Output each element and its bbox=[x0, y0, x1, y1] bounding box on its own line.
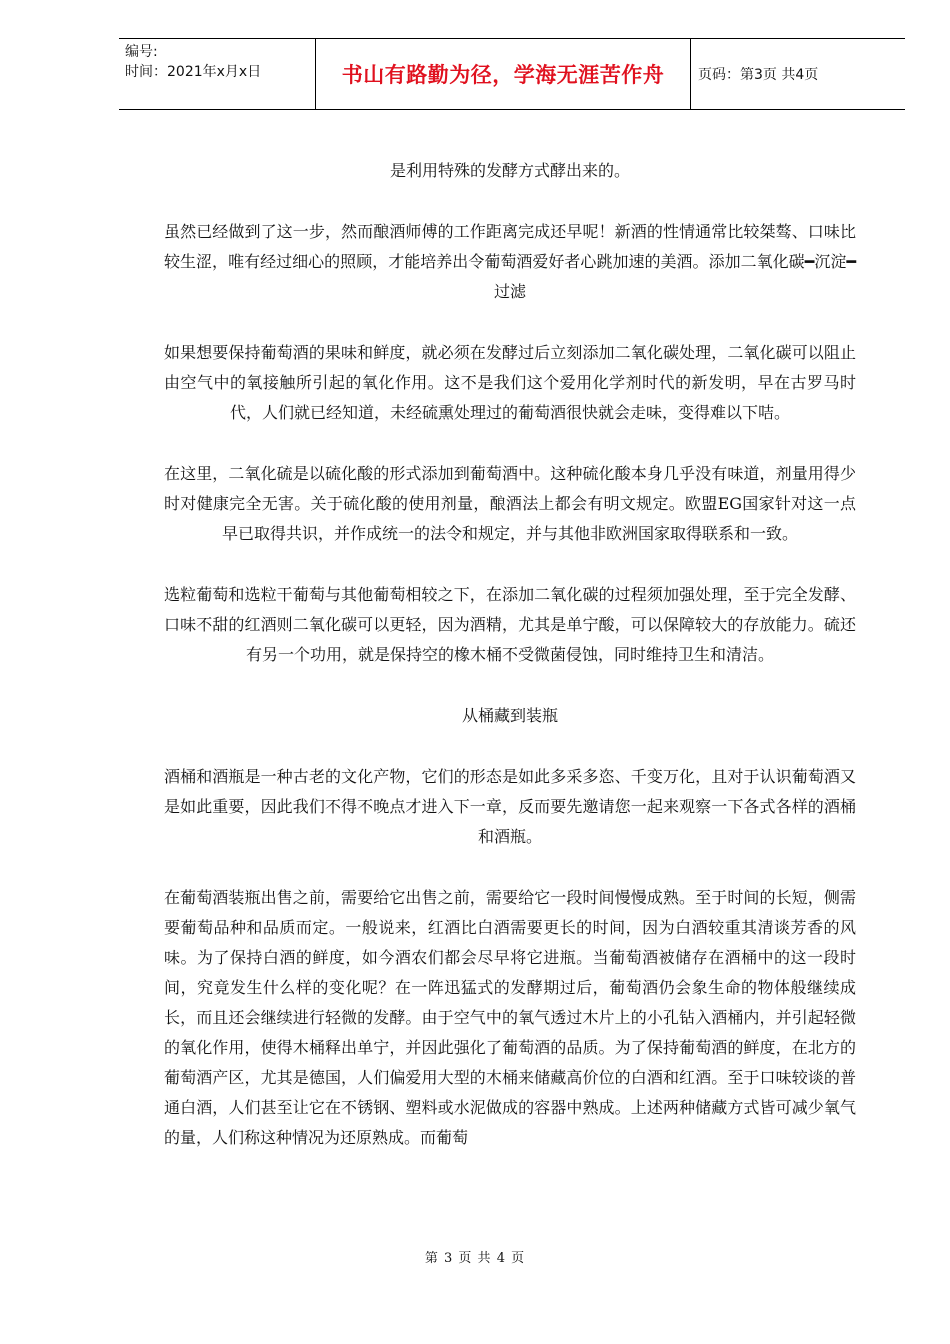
header-info-cell bbox=[119, 39, 315, 109]
header-motto-cell bbox=[315, 39, 691, 109]
paragraph: 酒桶和酒瓶是一种古老的文化产物，它们的形态是如此多采多恣、千变万化，且对于认识葡萄酒又是如此重要，因此我们不得不晚点才进入下一章，反而要先邀请您一起来观察一下各式各样的酒桶和酒瓶。 bbox=[164, 767, 856, 846]
document-number-label: 编号: bbox=[125, 44, 158, 60]
page-footer bbox=[0, 1247, 950, 1266]
header-page-cell bbox=[690, 39, 913, 109]
header-page-label: 页码：第3页 共4页 bbox=[698, 67, 819, 83]
document-body bbox=[164, 156, 856, 1184]
paragraph: 选粒葡萄和选粒干葡萄与其他葡萄相较之下，在添加二氧化碳的过程须加强处理，至于完全发酵、口味不甜的红酒则二氧化碳可以更轻，因为酒精，尤其是单宁酸，可以保障较大的存放能力。硫还有另一个功用，就是保持空的橡木桶不受微菌侵蚀，同时维持卫生和清洁。 bbox=[164, 585, 856, 664]
header-motto: 书山有路勤为径，学海无涯苦作舟 bbox=[341, 63, 665, 87]
paragraph: 虽然已经做到了这一步，然而酿酒师傅的工作距离完成还早呢！新酒的性情通常比较桀骜、口味比较生涩，唯有经过细心的照顾，才能培养出令葡萄酒爱好者心跳加速的美酒。添加二氧化碳━沉淀━过滤 bbox=[164, 222, 856, 301]
page-header bbox=[119, 38, 905, 110]
footer-page-number: 第 3 页 共 4 页 bbox=[424, 1251, 526, 1266]
paragraph: 在这里，二氧化硫是以硫化酸的形式添加到葡萄酒中。这种硫化酸本身几乎没有味道，剂量用得少时对健康完全无害。关于硫化酸的使用剂量，酿酒法上都会有明文规定。欧盟EG国家针对这一点早已取得共识，并作成统一的法令和规定，并与其他非欧洲国家取得联系和一致。 bbox=[164, 464, 856, 543]
paragraph: 在葡萄酒装瓶出售之前，需要给它出售之前，需要给它一段时间慢慢成熟。至于时间的长短，侧需要葡萄品种和品质而定。一般说来，红酒比白酒需要更长的时间，因为白酒较重其清谈芳香的风味。为了保持白酒的鲜度，如今酒农们都会尽早将它进瓶。当葡萄酒被储存在酒桶中的这一段时间，究竟发生什么样的变化呢？在一阵迅猛式的发酵期过后，葡萄酒仍会象生命的物体般继续成长，而且还会继续进行轻微的发酵。由于空气中的氧气透过木片上的小孔钻入酒桶内，并引起轻微的氧化作用，使得木桶释出单宁，并因此强化了葡萄酒的品质。为了保持葡萄酒的鲜度，在北方的葡萄酒产区，尤其是德国，人们偏爱用大型的木桶来储藏高价位的白酒和红酒。至于口味较谈的普通白酒，人们甚至让它在不锈钢、塑料或水泥做成的容器中熟成。上述两种储藏方式皆可减少氧气的量，人们称这种情况为还原熟成。而葡萄 bbox=[164, 888, 856, 1147]
document-time-label: 时间：2021年x月x日 bbox=[125, 64, 262, 80]
paragraph: 是利用特殊的发酵方式酵出来的。 bbox=[389, 161, 630, 180]
paragraph: 如果想要保持葡萄酒的果味和鲜度，就必须在发酵过后立刻添加二氧化碳处理，二氧化碳可以阻止由空气中的氧接触所引起的氧化作用。这不是我们这个爱用化学剂时代的新发明，早在古罗马时代，人们就已经知道，未经硫熏处理过的葡萄酒很快就会走味，变得难以下咭。 bbox=[164, 343, 856, 422]
section-heading: 从桶藏到装瓶 bbox=[461, 706, 558, 725]
